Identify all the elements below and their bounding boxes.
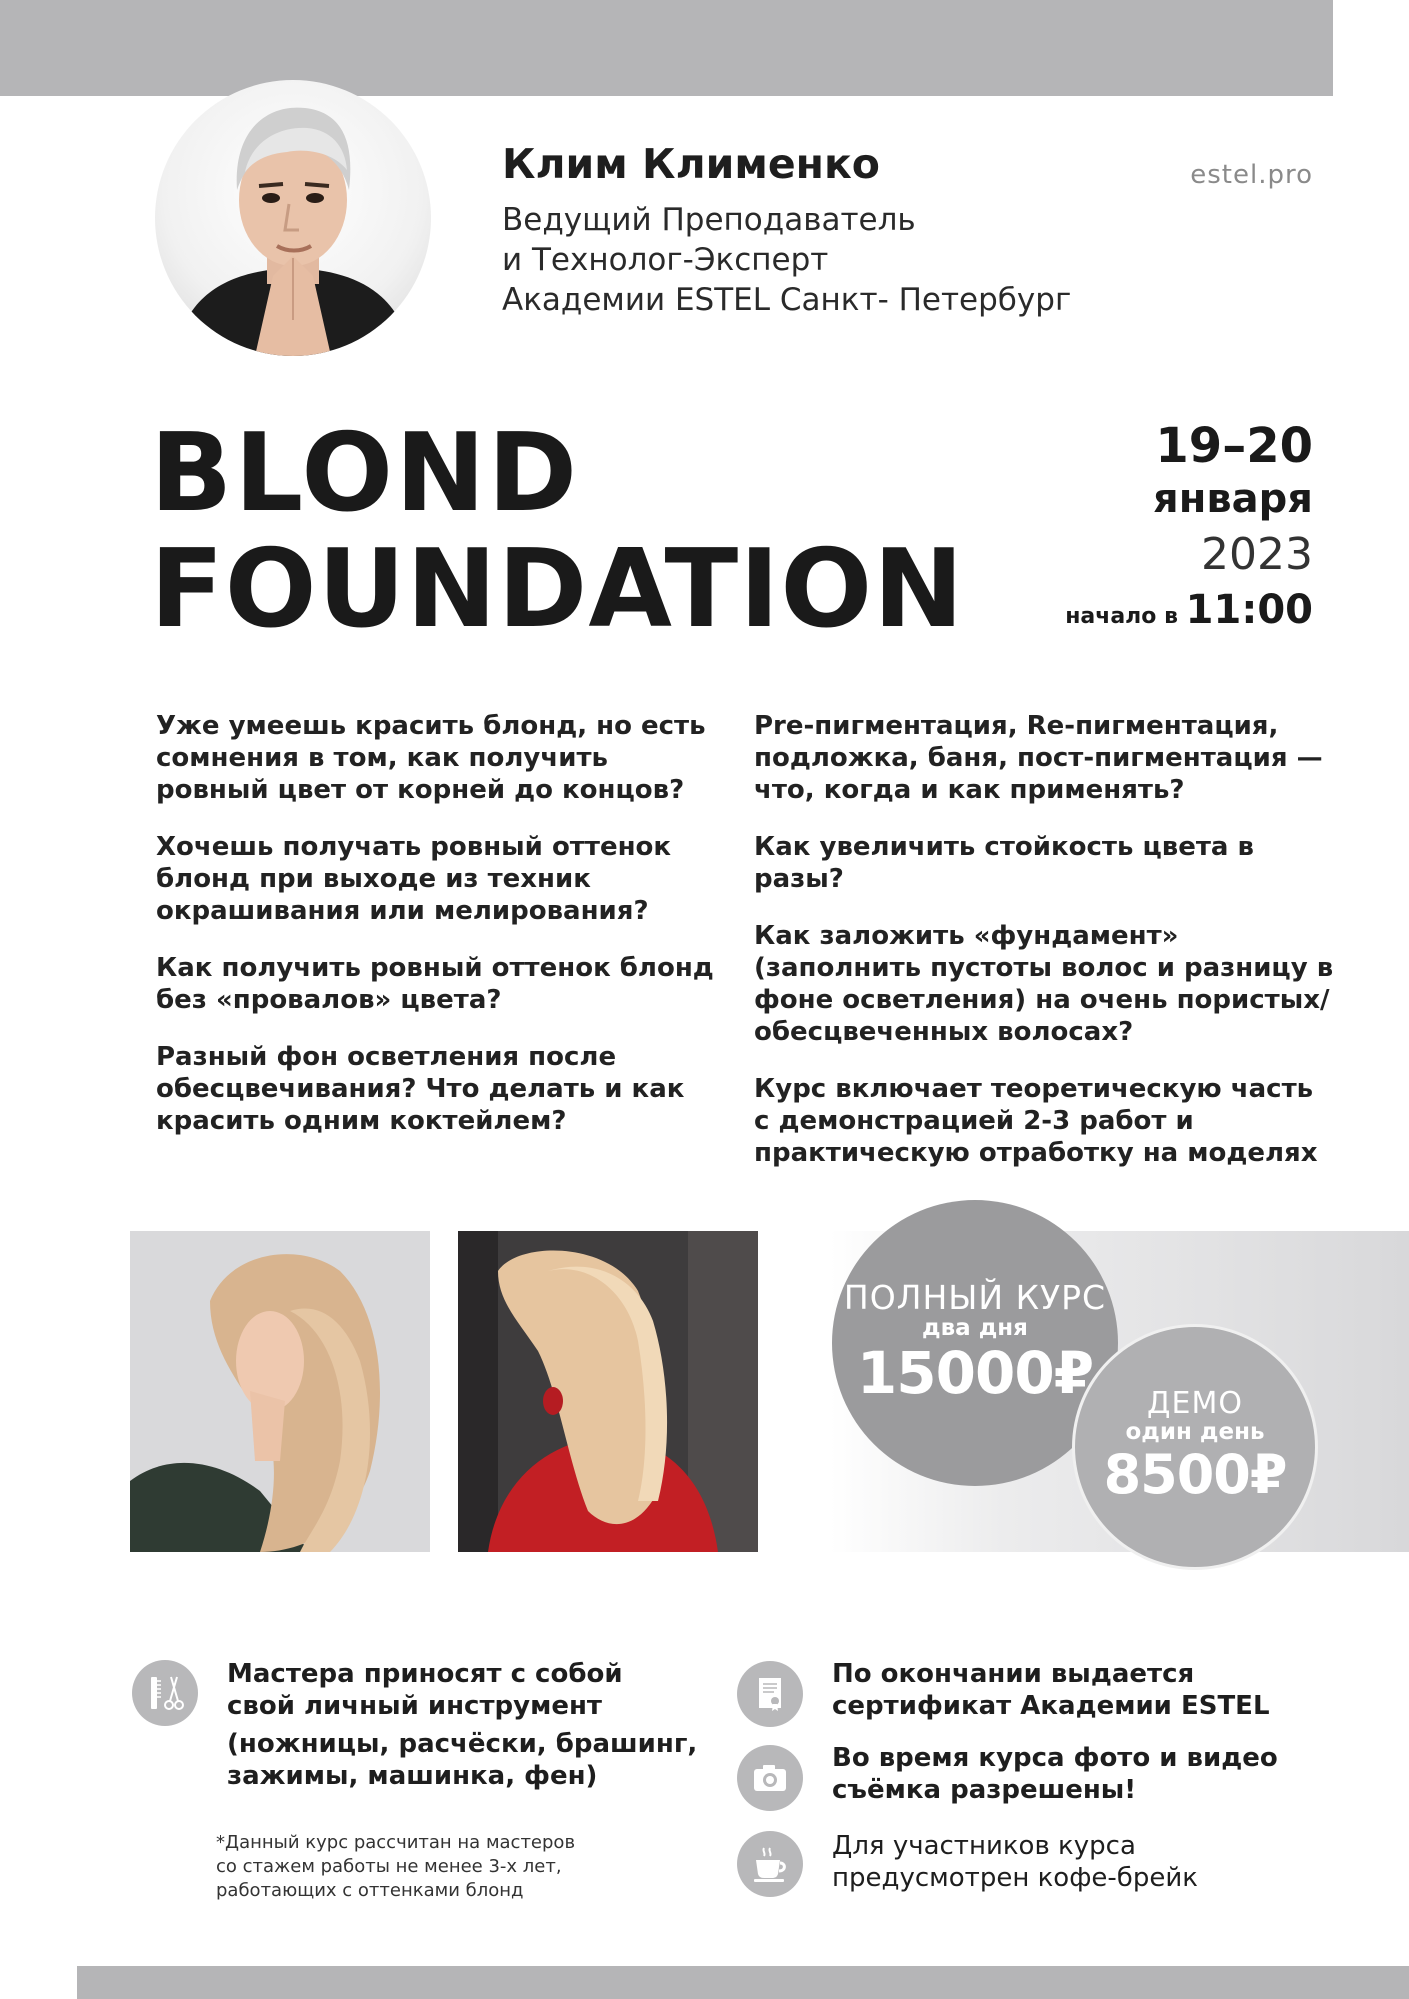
question-item: Курс включает теоретическую часть с демонстрацией 2-3 работ и практическую отработку на моделях — [754, 1074, 1318, 1168]
presenter-role — [502, 200, 1071, 320]
role-line: Академии ESTEL Санкт- Петербург — [502, 282, 1072, 318]
question-item: Как получить ровный оттенок блонд без «провалов» цвета? — [156, 953, 714, 1015]
coffee-line: Для участников курса — [832, 1831, 1136, 1861]
title-line-2: FOUNDATION — [150, 527, 965, 652]
presenter-name: Клим Клименко — [502, 140, 880, 188]
coffee-cup-icon — [737, 1831, 803, 1897]
price-demo-duration: один день — [1125, 1419, 1265, 1445]
course-footnote — [216, 1831, 575, 1903]
question-item: Разный фон осветления после обесцвечивания? Что делать и как красить одним коктейлем? — [156, 1042, 685, 1136]
questions-left-column — [156, 710, 726, 1162]
footnote-line: *Данный курс рассчитан на мастеров — [216, 1832, 576, 1853]
price-demo-course — [1075, 1327, 1315, 1567]
question-item: Pre-пигментация, Re-пигментация, подложка, баня, пост-пигментация — что, когда и как применять? — [754, 711, 1323, 805]
tools-line: (ножницы, расчёски, брашинг, — [227, 1729, 698, 1759]
title-line-1: BLOND — [150, 411, 580, 536]
coffee-line: предусмотрен кофе-брейк — [832, 1863, 1198, 1893]
bottom-bar — [77, 1966, 1409, 1999]
camera-icon — [737, 1745, 803, 1811]
coffee-info — [832, 1830, 1198, 1894]
course-title — [150, 411, 965, 652]
footnote-line: со стажем работы не менее 3-х лет, — [216, 1856, 562, 1877]
certificate-line: По окончании выдается — [832, 1659, 1195, 1689]
start-time-row — [1065, 586, 1313, 641]
tools-line: свой личный инструмент — [227, 1691, 602, 1721]
questions-right-column — [754, 710, 1334, 1194]
price-full-duration: два дня — [922, 1315, 1028, 1341]
date-year: 2023 — [1201, 529, 1313, 580]
tools-line: зажимы, машинка, фен) — [227, 1761, 598, 1791]
price-demo-label: ДЕМО — [1147, 1386, 1243, 1421]
footnote-line: работающих с оттенками блонд — [216, 1880, 524, 1901]
price-full-amount: 15000₽ — [856, 1339, 1094, 1407]
start-label: начало в — [1065, 604, 1178, 629]
certificate-info — [832, 1658, 1270, 1722]
question-item: Как заложить «фундамент» (заполнить пустоты волос и разницу в фоне осветления) на очень пористых/обесцвеченных волосах? — [754, 921, 1334, 1047]
question-item: Уже умеешь красить блонд, но есть сомнения в том, как получить ровный цвет от корней до концов? — [156, 711, 706, 805]
scissors-comb-icon — [132, 1660, 198, 1726]
role-line: и Технолог-Эксперт — [502, 242, 829, 278]
top-bar — [0, 0, 1333, 96]
question-item: Хочешь получать ровный оттенок блонд при выходе из техник окрашивания или мелирования? — [156, 832, 672, 926]
tools-line: Мастера приносят с собой — [227, 1659, 623, 1689]
certificate-icon — [737, 1661, 803, 1727]
model-photo-straight-blonde — [458, 1231, 758, 1552]
date-month: января — [1153, 476, 1313, 522]
price-full-label: ПОЛНЫЙ КУРС — [843, 1278, 1107, 1317]
photo-line: Во время курса фото и видео — [832, 1743, 1278, 1773]
presenter-portrait — [155, 80, 431, 356]
tools-info — [227, 1658, 697, 1792]
photo-info — [832, 1742, 1278, 1806]
site-url: estel.pro — [1190, 160, 1313, 190]
question-item: Как увеличить стойкость цвета в разы? — [754, 832, 1254, 894]
model-photo-wavy-blonde — [130, 1231, 430, 1552]
price-demo-amount: 8500₽ — [1103, 1443, 1287, 1506]
certificate-line: сертификат Академии ESTEL — [832, 1691, 1270, 1721]
date-days: 19–20 — [1155, 418, 1313, 474]
date-block — [1065, 418, 1313, 641]
role-line: Ведущий Преподаватель — [502, 202, 916, 238]
start-time: 11:00 — [1185, 587, 1313, 633]
photo-line: съёмка разрешены! — [832, 1775, 1137, 1805]
